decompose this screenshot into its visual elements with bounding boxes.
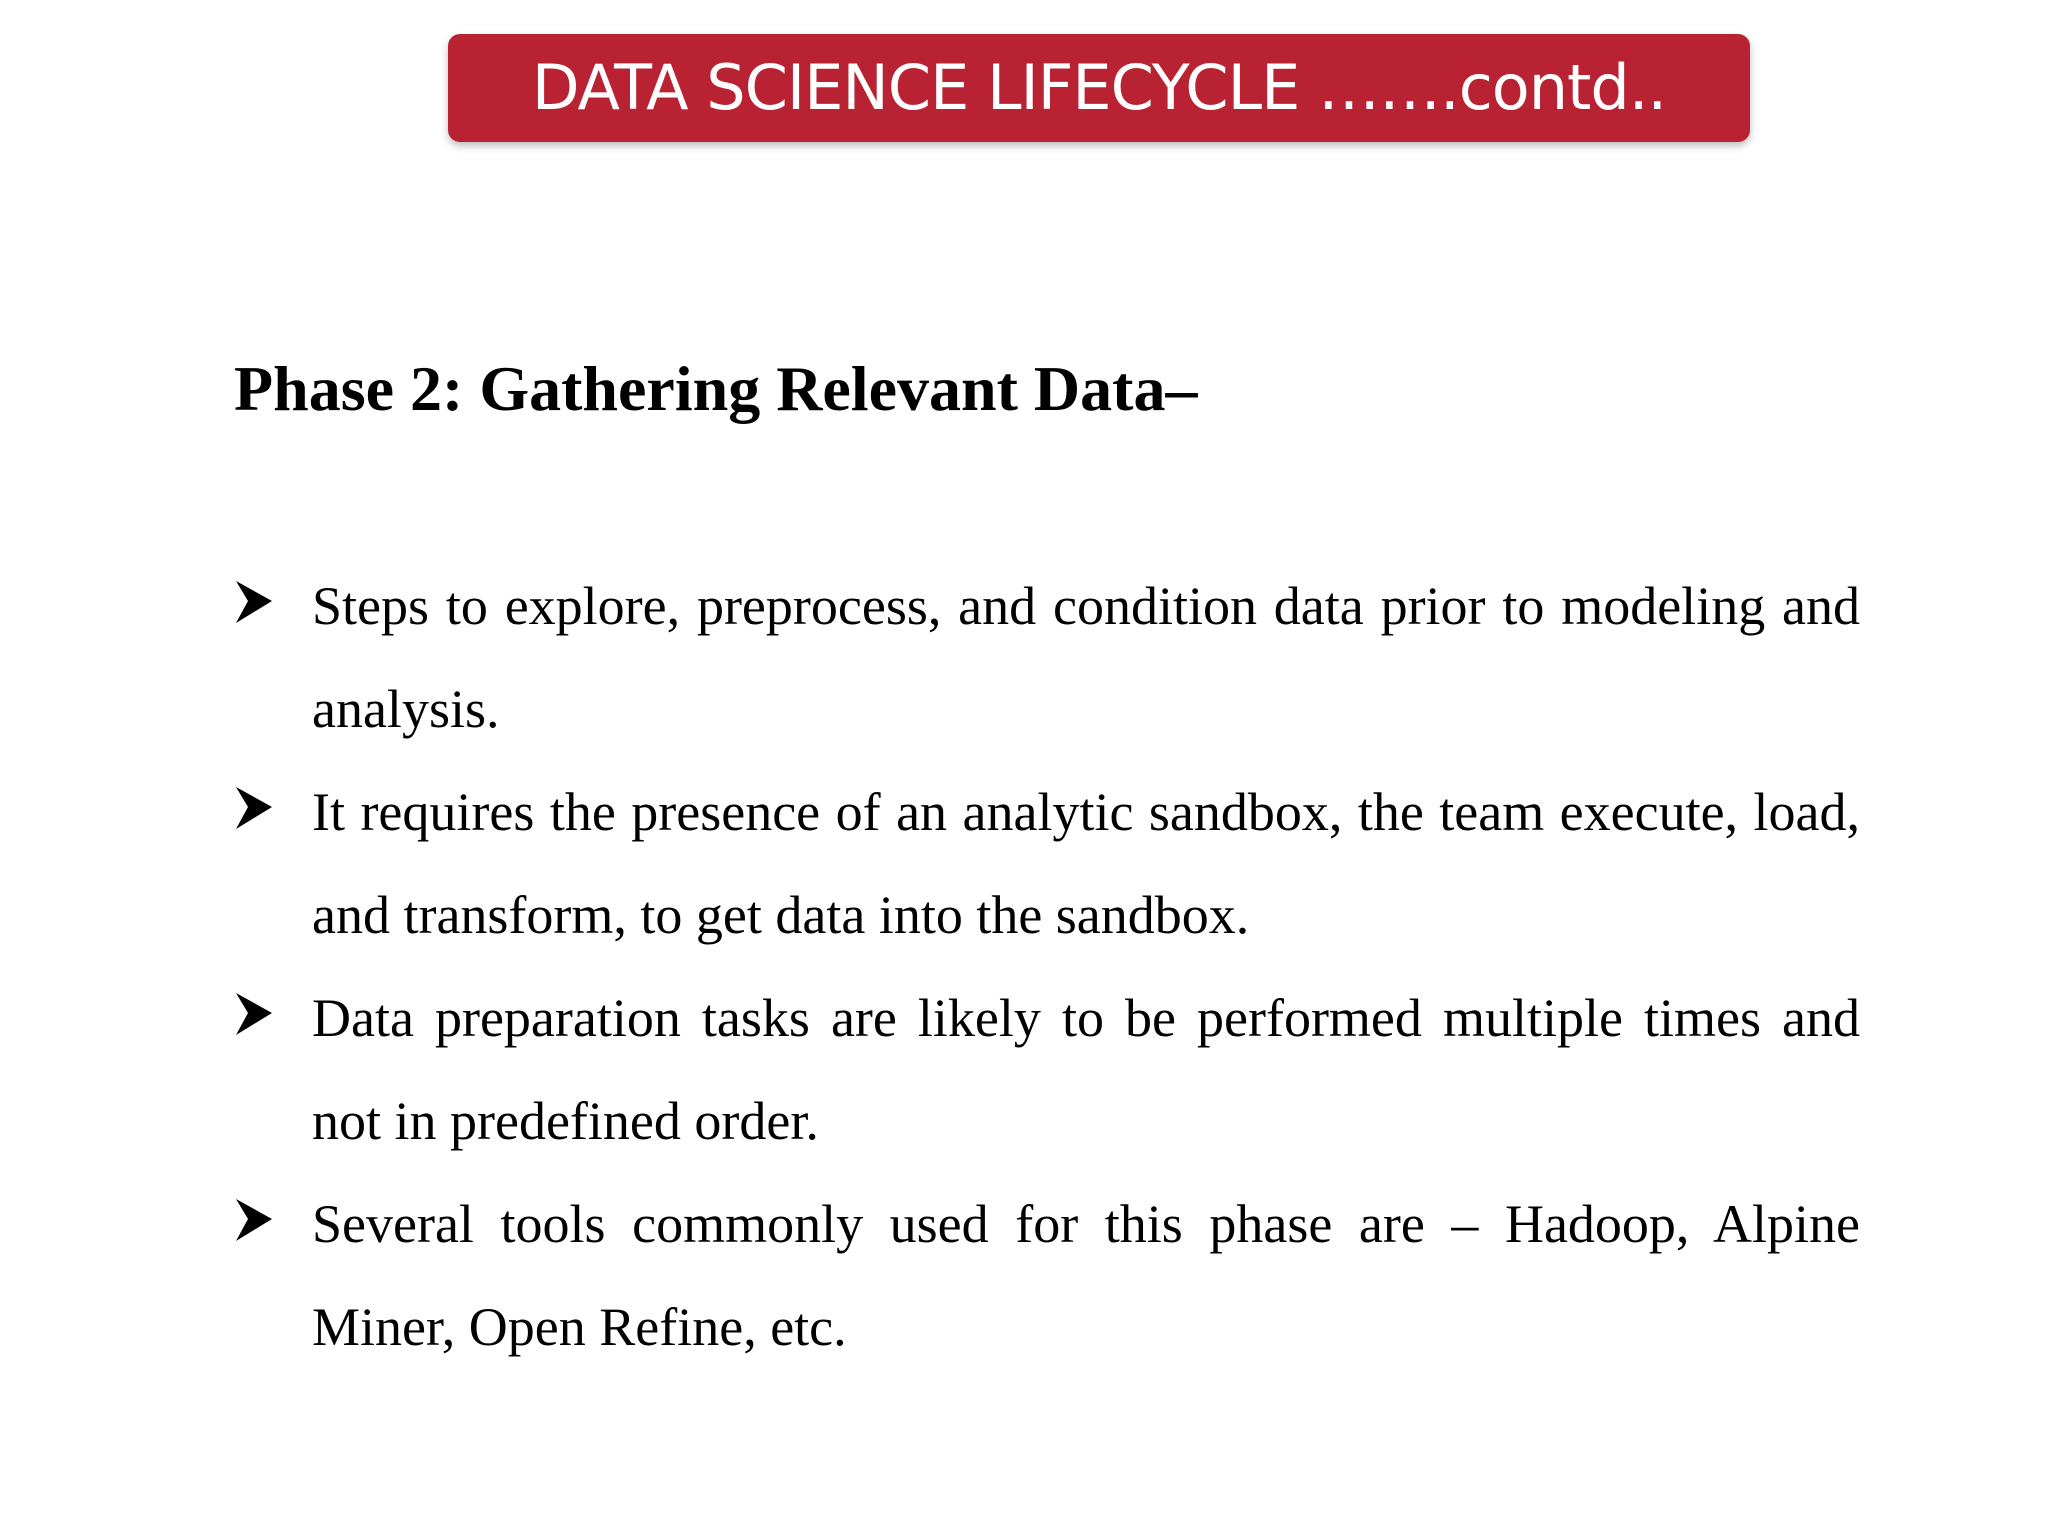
- bullet-text: It requires the presence of an analytic sandbox, the team execute, load, and transform, to get data into the sandbox.: [312, 782, 1860, 945]
- slide-title: DATA SCIENCE LIFECYCLE …….contd..: [531, 51, 1667, 124]
- bullet-item: [234, 555, 1860, 761]
- bullet-list: [234, 555, 1860, 1379]
- bullet-item: [234, 1173, 1860, 1379]
- bullet-text: Data preparation tasks are likely to be performed multiple times and not in predefined order.: [312, 988, 1860, 1151]
- bullet-item: [234, 761, 1860, 967]
- arrowhead-bullet-icon: [234, 1197, 274, 1243]
- title-banner: [448, 34, 1750, 142]
- arrowhead-bullet-icon: [234, 785, 274, 831]
- arrowhead-bullet-icon: [234, 579, 274, 625]
- section-heading: Phase 2: Gathering Relevant Data–: [234, 353, 1198, 424]
- bullet-text: Several tools commonly used for this phase are – Hadoop, Alpine Miner, Open Refine, etc.: [312, 1194, 1860, 1357]
- bullet-item: [234, 967, 1860, 1173]
- arrowhead-bullet-icon: [234, 991, 274, 1037]
- bullet-text: Steps to explore, preprocess, and condition data prior to modeling and analysis.: [312, 576, 1860, 739]
